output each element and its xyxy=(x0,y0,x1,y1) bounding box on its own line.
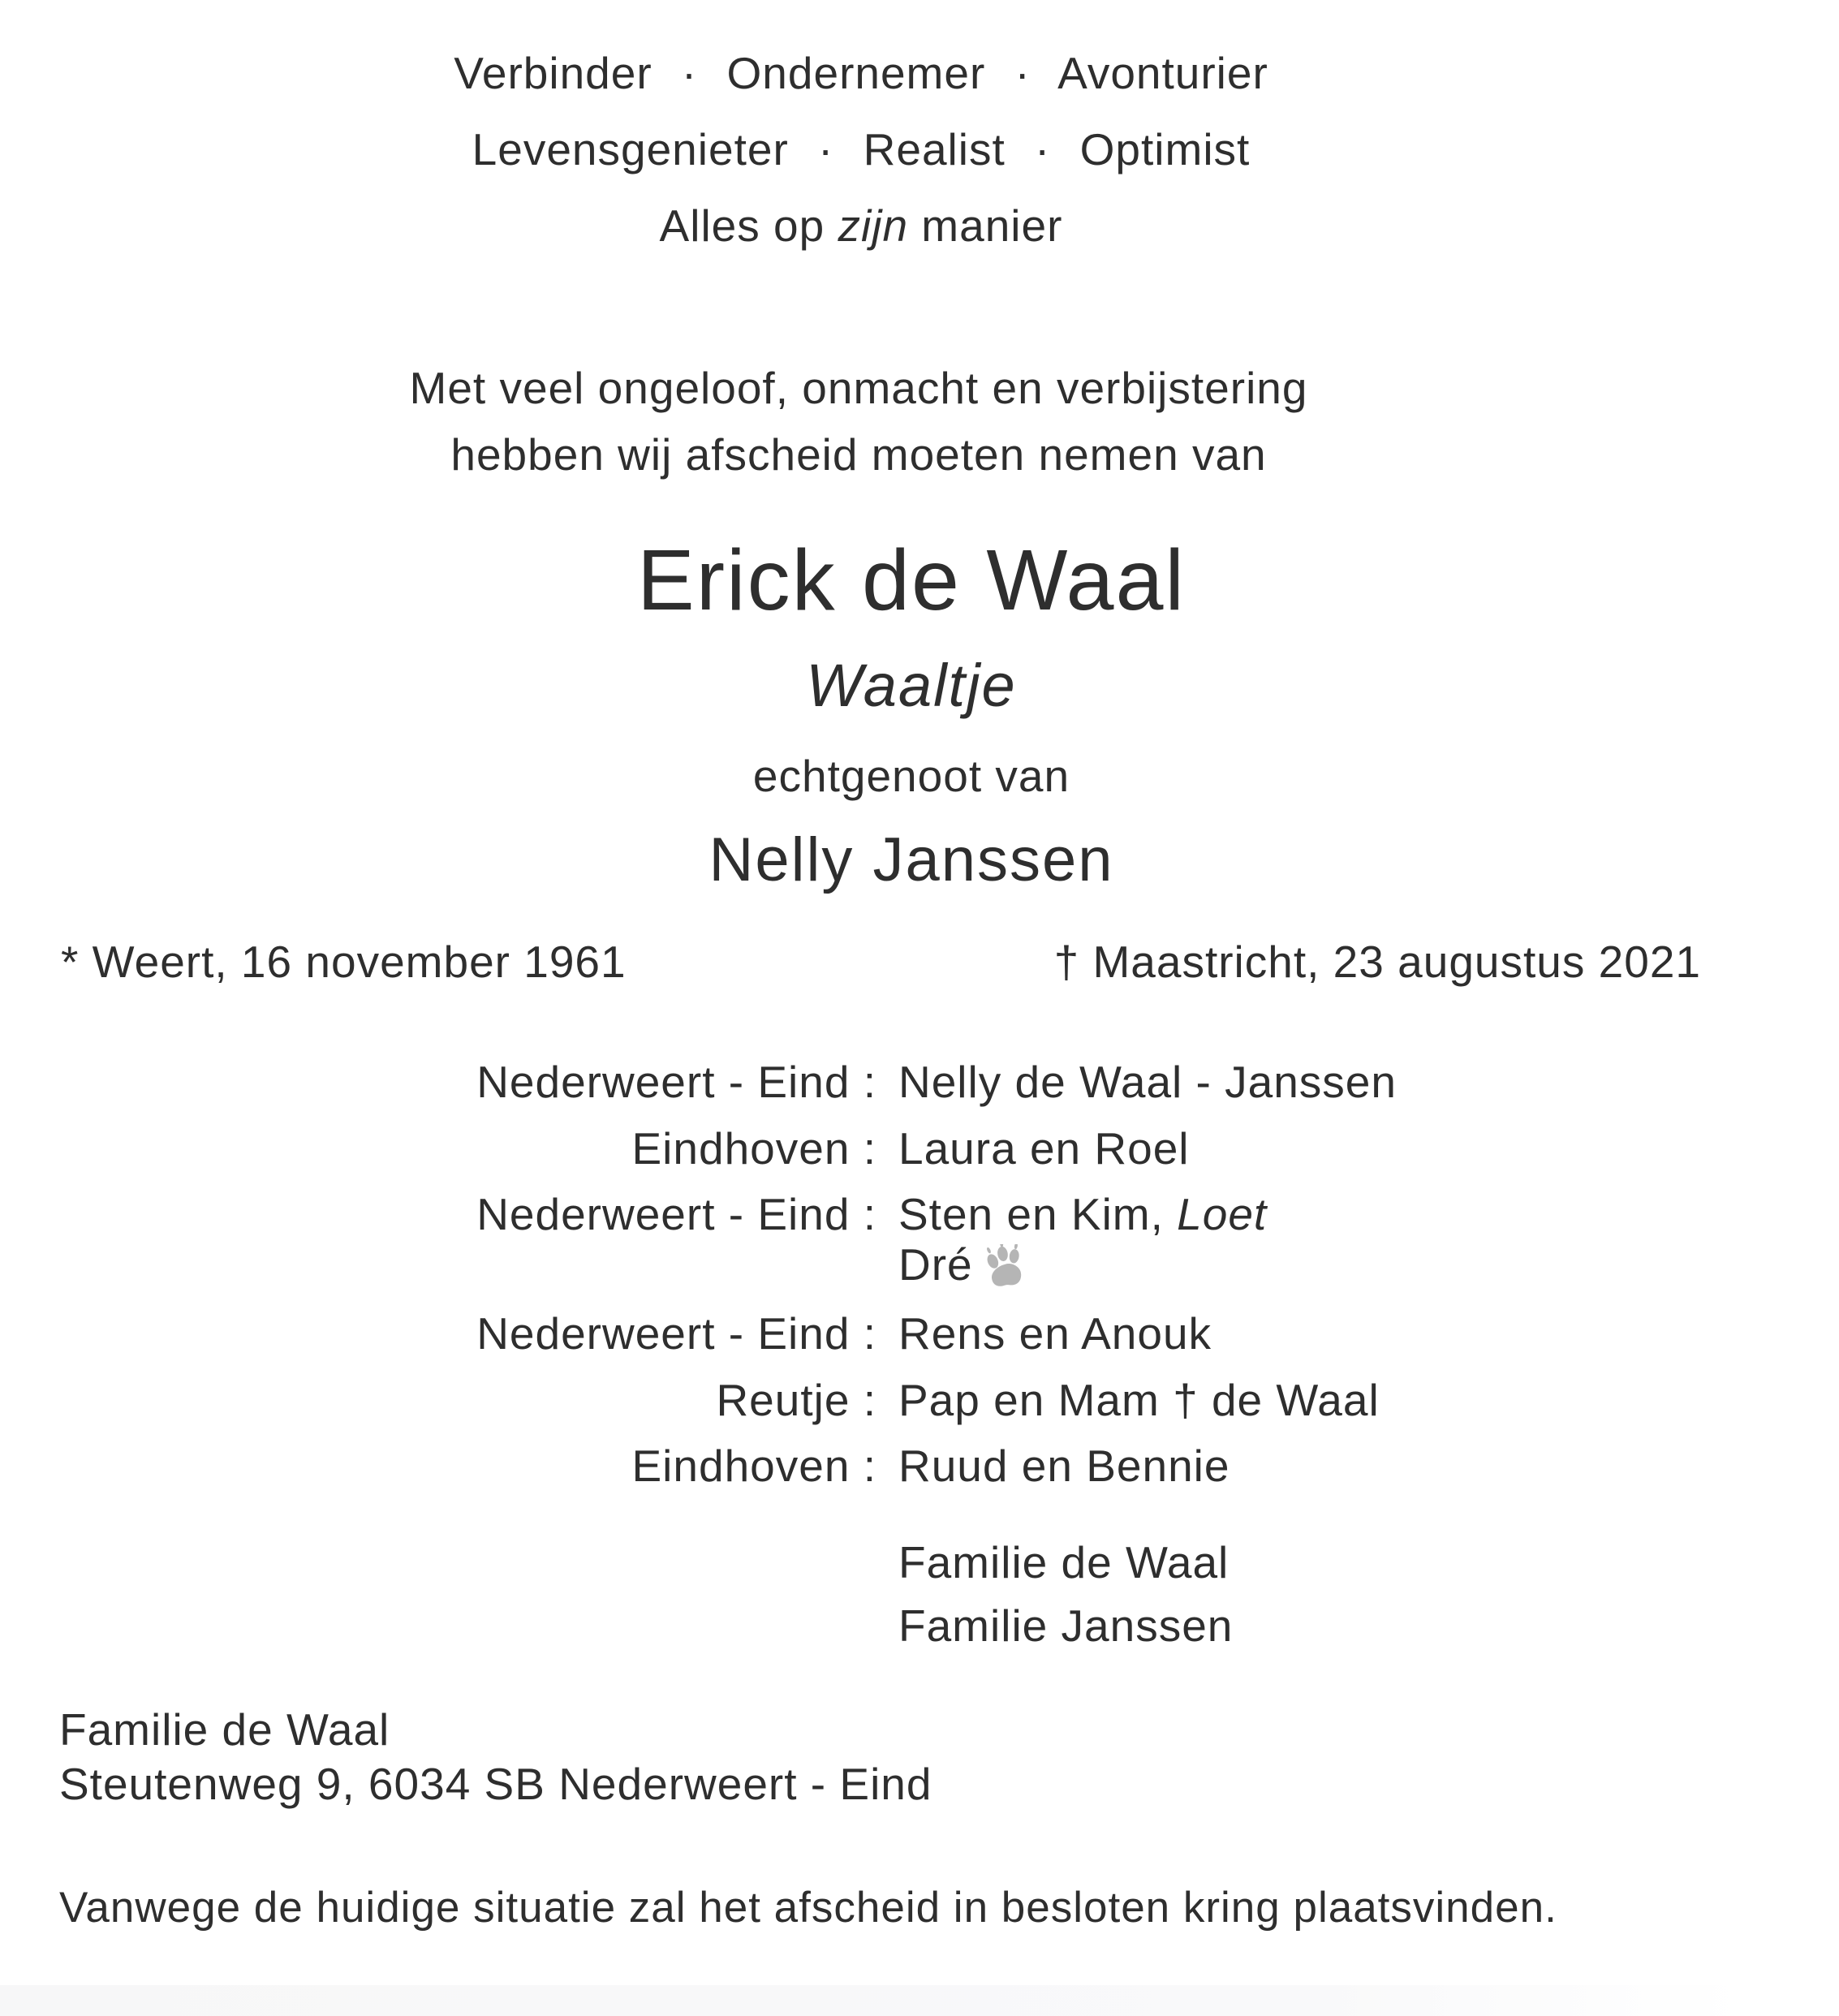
row-value-prefix: Sten en Kim, xyxy=(898,1189,1178,1239)
row-value: Laura en Roel xyxy=(898,1123,1190,1174)
row-value: Rens en Anouk xyxy=(898,1308,1212,1359)
motto-line-3-italic: zijn xyxy=(838,200,909,251)
row-label: Eindhoven : xyxy=(631,1441,876,1491)
intro-line-2: hebben wij afscheid moeten nemen van xyxy=(450,429,1267,480)
motto-line-3 xyxy=(0,200,1781,252)
motto-line-1: Verbinder · Ondernemer · Avonturier xyxy=(454,48,1268,98)
row-label: Eindhoven : xyxy=(631,1123,876,1174)
spouse-name: Nelly Janssen xyxy=(708,825,1114,894)
row-label: Nederweert - Eind : xyxy=(476,1057,876,1107)
death-date: † Maastricht, 23 augustus 2021 xyxy=(1053,937,1701,987)
pet-name: Dré xyxy=(898,1239,973,1290)
deceased-name: Erick de Waal xyxy=(637,532,1186,628)
row-value xyxy=(898,1188,1267,1240)
family-signoff-2: Familie Janssen xyxy=(898,1600,1234,1651)
row-label: Reutje : xyxy=(716,1375,876,1425)
paw-icon xyxy=(984,1244,1027,1291)
address-line-1: Familie de Waal xyxy=(59,1704,390,1755)
relation-label: echtgenoot van xyxy=(752,751,1070,801)
motto-line-3-prefix: Alles op xyxy=(659,200,838,251)
birth-date: * Weert, 16 november 1961 xyxy=(61,937,627,987)
deceased-nickname: Waaltje xyxy=(806,652,1017,719)
family-signoff-1: Familie de Waal xyxy=(898,1537,1230,1587)
row-value xyxy=(898,1238,1027,1291)
row-value: Ruud en Bennie xyxy=(898,1441,1230,1491)
intro-line-1: Met veel ongeloof, onmacht en verbijstering xyxy=(409,363,1308,413)
motto-line-3-suffix: manier xyxy=(908,200,1063,251)
row-value: Nelly de Waal - Janssen xyxy=(898,1057,1397,1107)
row-label: Nederweert - Eind : xyxy=(476,1189,876,1239)
closing-note: Vanwege de huidige situatie zal het afscheid in besloten kring plaatsvinden. xyxy=(59,1884,1557,1932)
row-value: Pap en Mam † de Waal xyxy=(898,1375,1380,1425)
address-line-2: Steutenweg 9, 6034 SB Nederweert - Eind xyxy=(59,1759,932,1809)
row-value-italic: Loet xyxy=(1177,1189,1268,1239)
bottom-shade xyxy=(0,1985,1839,2016)
row-label: Nederweert - Eind : xyxy=(476,1308,876,1359)
motto-line-2: Levensgenieter · Realist · Optimist xyxy=(472,124,1251,174)
